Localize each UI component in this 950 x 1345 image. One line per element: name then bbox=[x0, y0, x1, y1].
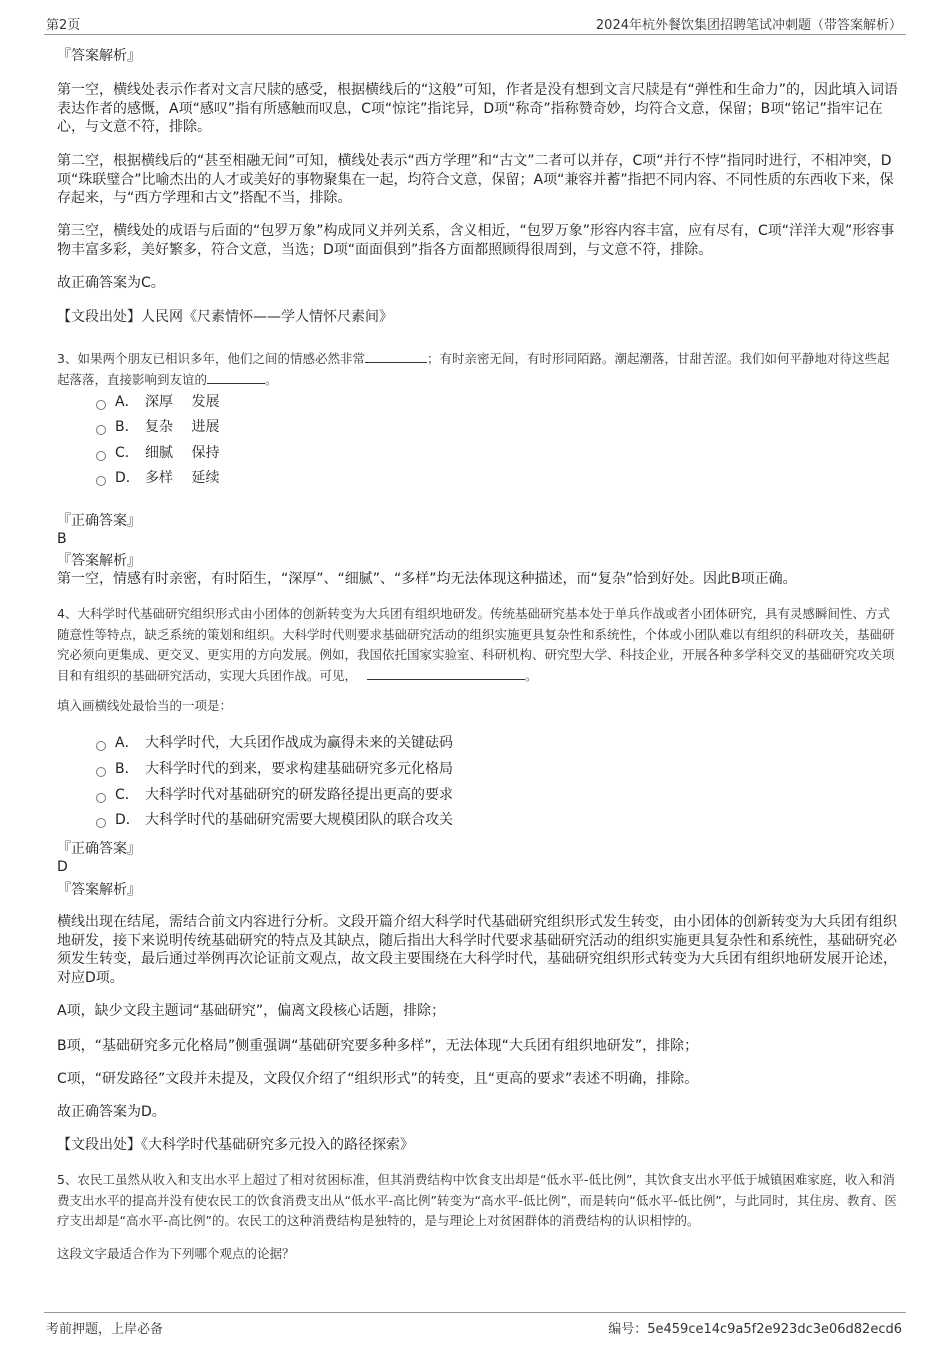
q4-answer: D bbox=[57, 859, 68, 875]
page-number: 第2页 bbox=[46, 18, 81, 33]
option-text: 大科学时代的到来，要求构建基础研究多元化格局 bbox=[145, 761, 453, 777]
q3-option-c[interactable] bbox=[96, 443, 219, 463]
footer-slogan: 考前押题，上岸必备 bbox=[46, 1322, 164, 1337]
option-letter: B． bbox=[115, 419, 139, 435]
q4-analysis-para3: B项，“基础研究多元化格局”侧重强调“基础研究要多种多样”，无法体现“大兵团有组织地研发”，排除； bbox=[57, 1038, 699, 1054]
q3-blank-1 bbox=[365, 349, 427, 363]
q4-stem-end: 。 bbox=[525, 667, 538, 683]
q4-option-d[interactable] bbox=[96, 810, 453, 830]
q3-option-d[interactable] bbox=[96, 468, 219, 488]
q4-prompt: 填入画横线处最恰当的一项是： bbox=[57, 698, 233, 713]
q3-answer-label: 『正确答案』 bbox=[57, 513, 141, 529]
q3-option-b[interactable] bbox=[96, 417, 219, 437]
radio-icon[interactable] bbox=[96, 476, 106, 486]
q2-conclusion: 故正确答案为C。 bbox=[57, 275, 165, 291]
option-text: 大科学时代，大兵团作战成为赢得未来的关键砝码 bbox=[145, 735, 453, 751]
radio-icon[interactable] bbox=[96, 793, 106, 803]
option-letter: A． bbox=[115, 394, 139, 410]
option-letter: D． bbox=[115, 470, 140, 486]
option-text: 大科学时代的基础研究需要大规模团队的联合攻关 bbox=[145, 812, 453, 828]
q2-analysis-para3: 第三空，横线处的成语与后面的“包罗万象”构成同义并列关系，含义相近，“包罗万象”形容内容丰富，应有尽有，C项“洋洋大观”形容事物丰富多彩，美好繁多，符合文意，当选；D项“面面俱到”指各方面都照顾得很周到，与文意不符，排除。 bbox=[57, 223, 895, 258]
q2-source-text: 人民网《尺素情怀——学人情怀尺素间》 bbox=[141, 309, 393, 325]
q3-analysis-label: 『答案解析』 bbox=[57, 553, 141, 569]
q3-stem-part1: 3、如果两个朋友已相识多年，他们之间的情感必然非常 bbox=[57, 351, 365, 366]
page-footer bbox=[44, 1312, 906, 1341]
q3-stem-part2: ；有时亲密无间，有时形同陌路。潮起潮落，甘甜苦涩。我们如何平静地对待这些起起落落，直接影响到友谊的 bbox=[57, 351, 890, 387]
q2-source-label: 【文段出处】 bbox=[57, 309, 141, 325]
q4-source bbox=[57, 1136, 899, 1155]
q2-analysis-label: 『答案解析』 bbox=[57, 48, 141, 64]
q2-analysis-para1: 第一空，横线处表示作者对文言尺牍的感受，根据横线后的“这般”可知，作者是没有想到文言尺牍是有“弹性和生命力”的，因此填入词语表达作者的感慨，A项“感叹”指有所感触而叹息，C项“惊诧”指诧异，D项“称奇”指称赞奇妙，均符合文意，保留；B项“铭记”指牢记在心，与文意不符，排除。 bbox=[57, 82, 899, 135]
q4-analysis-para1: 横线出现在结尾，需结合前文内容进行分析。文段开篇介绍大科学时代基础研究组织形式发生转变，由小团体的创新转变为大兵团有组织地研发，接下来说明传统基础研究的特点及其缺点，随后指出大科学时代要求基础研究活动的组织实施更具复杂性和系统性，基础研究必须发生转变，最后通过举例再次论证前文观点，故文段主要围绕在大科学时代，基础研究组织形式转变为大兵团有组织地研发展开论述，对应D项。 bbox=[57, 914, 897, 986]
q4-option-c[interactable] bbox=[96, 785, 453, 805]
option-text: 复杂 进展 bbox=[145, 419, 220, 435]
q3-stem bbox=[57, 349, 899, 390]
option-letter: A． bbox=[115, 735, 139, 751]
option-text: 多样 延续 bbox=[145, 470, 220, 486]
option-letter: C． bbox=[115, 787, 139, 803]
q3-answer: B bbox=[57, 531, 67, 547]
option-letter: D． bbox=[115, 812, 140, 828]
q4-answer-label: 『正确答案』 bbox=[57, 841, 141, 857]
q4-source-text: 《大科学时代基础研究多元投入的路径探索》 bbox=[141, 1137, 414, 1153]
q3-option-a[interactable] bbox=[96, 392, 219, 412]
q3-analysis: 第一空，情感有时亲密，有时陌生，“深厚”、“细腻”、“多样”均无法体现这种描述，而“复杂”恰到好处。因此B项正确。 bbox=[57, 571, 797, 587]
radio-icon[interactable] bbox=[96, 741, 106, 751]
radio-icon[interactable] bbox=[96, 767, 106, 777]
q2-analysis-para2: 第二空，根据横线后的“甚至相融无间”可知，横线处表示“西方学理”和“古文”二者可以并存，C项“并行不悖”指同时进行，不相冲突，D项“珠联璧合”比喻杰出的人才或美好的事物聚集在一起，均符合文意，保留；A项“兼容并蓄”指把不同内容、不同性质的东西收下来，保存起来，与“西方学理和古文”搭配不当，排除。 bbox=[57, 153, 894, 206]
q3-blank-2 bbox=[207, 370, 265, 384]
q4-stem-text: 4、大科学时代基础研究组织形式由小团体的创新转变为大兵团有组织地研发。传统基础研究基本处于单兵作战或者小团体研究，具有灵感瞬间性、方式随意性等特点，缺乏系统的策划和组织。大科学时代则要求基础研究活动的组织实施更具复杂性和系统性，个体或小团队难以有组织的科研攻关，基础研究必须向更集成、更交叉、更实用的方向发展。例如，我国依托国家实验室、科研机构、研究型大学、科技企业，开展各种多学科交叉的基础研究攻关项目和有组织的基础研究活动，实现大兵团作战。可见， bbox=[57, 606, 895, 683]
option-text: 深厚 发展 bbox=[145, 394, 220, 410]
radio-icon[interactable] bbox=[96, 400, 106, 410]
option-letter: B． bbox=[115, 761, 139, 777]
q5-prompt: 这段文字最适合作为下列哪个观点的论据？ bbox=[57, 1246, 295, 1261]
radio-icon[interactable] bbox=[96, 451, 106, 461]
option-letter: C． bbox=[115, 445, 139, 461]
q4-analysis-label: 『答案解析』 bbox=[57, 882, 141, 898]
option-text: 大科学时代对基础研究的研发路径提出更高的要求 bbox=[145, 787, 453, 803]
radio-icon[interactable] bbox=[96, 818, 106, 828]
q4-option-b[interactable] bbox=[96, 759, 453, 779]
q4-stem bbox=[57, 604, 899, 686]
q4-blank bbox=[367, 666, 525, 680]
page-header bbox=[44, 10, 906, 35]
q4-analysis-para4: C项，“研发路径”文段并未提及，文段仅介绍了“组织形式”的转变，且“更高的要求”表述不明确，排除。 bbox=[57, 1071, 699, 1087]
q4-analysis-para2: A项，缺少文段主题词“基础研究”，偏离文段核心话题，排除； bbox=[57, 1003, 446, 1019]
option-text: 细腻 保持 bbox=[145, 445, 220, 461]
q4-option-a[interactable] bbox=[96, 733, 453, 753]
radio-icon[interactable] bbox=[96, 425, 106, 435]
q2-source bbox=[57, 308, 899, 327]
q5-stem: 5、农民工虽然从收入和支出水平上超过了相对贫困标准，但其消费结构中饮食支出却是“低水平-低比例”，其饮食支出水平低于城镇困难家庭，收入和消费支出水平的提高并没有使农民工的饮食消费支出从“低水平-高比例”转变为“高水平-低比例”，而是转向“低水平-低比例”，与此同时，其住房、教育、医疗支出却是“高水平-高比例”的。农民工的这种消费结构是独特的，是与理论上对贫困群体的消费结构的认识相悖的。 bbox=[57, 1172, 897, 1228]
q4-source-label: 【文段出处】 bbox=[57, 1137, 141, 1153]
document-id: 编号：5e459ce14c9a5f2e923dc3e06d82ecd6 bbox=[608, 1322, 902, 1337]
q4-conclusion: 故正确答案为D。 bbox=[57, 1104, 166, 1120]
document-title: 2024年杭外餐饮集团招聘笔试冲刺题（带答案解析） bbox=[595, 18, 902, 33]
q3-stem-part3: 。 bbox=[265, 371, 278, 387]
